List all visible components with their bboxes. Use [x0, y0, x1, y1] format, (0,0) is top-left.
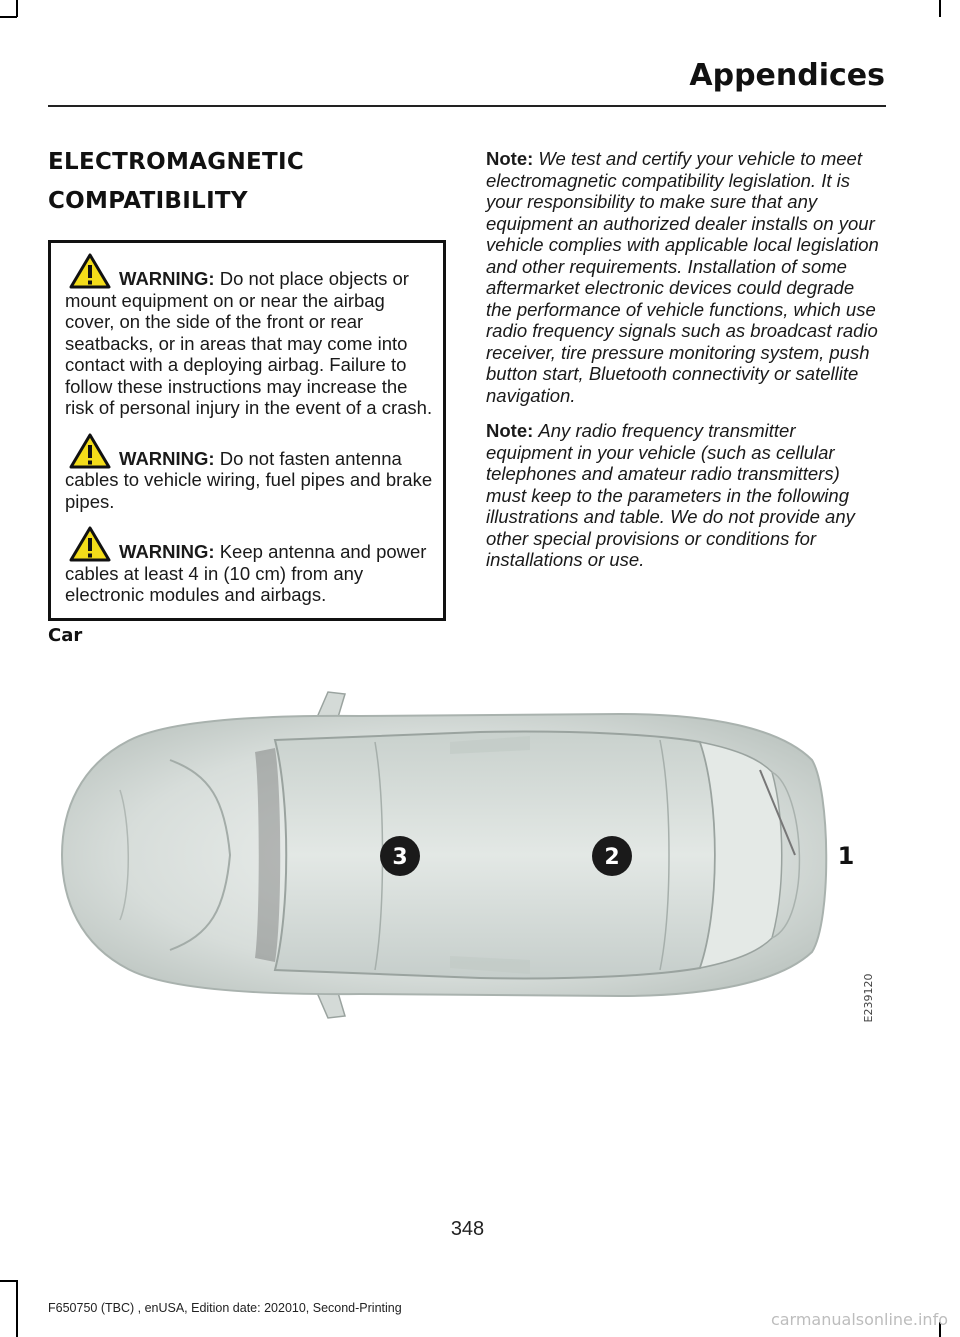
crop-mark	[16, 1280, 18, 1337]
note-2	[486, 420, 882, 571]
warning-2	[65, 433, 435, 513]
warning-label: WARNING:	[119, 268, 215, 289]
note-label: Note:	[486, 148, 534, 169]
warning-label: WARNING:	[119, 447, 215, 469]
page-header-title: Appendices	[689, 58, 885, 93]
crop-mark	[939, 0, 941, 17]
page-number: 348	[450, 1218, 485, 1240]
warning-triangle-icon	[69, 526, 111, 562]
warning-box	[48, 240, 446, 621]
crop-mark	[0, 1280, 17, 1282]
crop-mark	[16, 0, 18, 17]
car-top-view-illustration	[60, 680, 880, 1030]
section-title-line1: ELECTROMAGNETIC	[48, 149, 305, 175]
figure-id: E239120	[862, 973, 875, 1023]
section-title-line2: COMPATIBILITY	[48, 188, 248, 214]
warning-label: WARNING:	[119, 541, 215, 562]
callout-1: 1	[837, 842, 855, 870]
watermark: carmanualsonline.info	[770, 1310, 948, 1329]
callout-3: 3	[392, 845, 408, 870]
right-column	[486, 148, 882, 585]
warning-1	[65, 253, 435, 419]
header-rule	[48, 105, 886, 107]
crop-mark	[0, 16, 17, 18]
left-column	[48, 140, 446, 621]
note-1	[486, 148, 882, 406]
warning-text: Keep antenna and power cables at least 4 in (10 cm) from any electronic modules and airbags.	[65, 541, 427, 605]
warning-triangle-icon	[69, 433, 111, 469]
note-label: Note:	[486, 420, 534, 441]
figure-title: Car	[48, 625, 83, 646]
callout-2: 2	[604, 845, 620, 870]
warning-text: Do not place objects or mount equipment on or near the airbag cover, on the side of the front or rear seatbacks, or in areas that may come into contact with a deploying airbag. Failure to follow these instructions may increase the risk of personal injury in the event of a crash.	[65, 268, 433, 418]
warning-text: Do not fasten antenna cables to vehicle wiring, fuel pipes and brake pipes.	[65, 447, 433, 512]
edition-footer: F650750 (TBC) , enUSA, Edition date: 202010, Second-Printing	[48, 1301, 402, 1315]
section-title	[48, 146, 446, 218]
warning-triangle-icon	[69, 253, 111, 289]
note-text: Any radio frequency transmitter equipment in your vehicle (such as cellular telephones and amateur radio transmitters) must keep to the parameters in the following illustrations and table. We do not provide any other special provisions or conditions for installations or use.	[486, 420, 855, 570]
note-text: We test and certify your vehicle to meet electromagnetic compatibility legislation. It is your responsibility to make sure that any equipment an authorized dealer installs on your vehicle complies with applicable local legislation and other requirements. Installation of some aftermarket electronic devices could degrade the performance of vehicle functions, which use radio frequency signals such as broadcast radio receiver, tire pressure monitoring system, push button start, Bluetooth connectivity or satellite navigation.	[486, 148, 879, 406]
warning-3	[65, 526, 435, 606]
